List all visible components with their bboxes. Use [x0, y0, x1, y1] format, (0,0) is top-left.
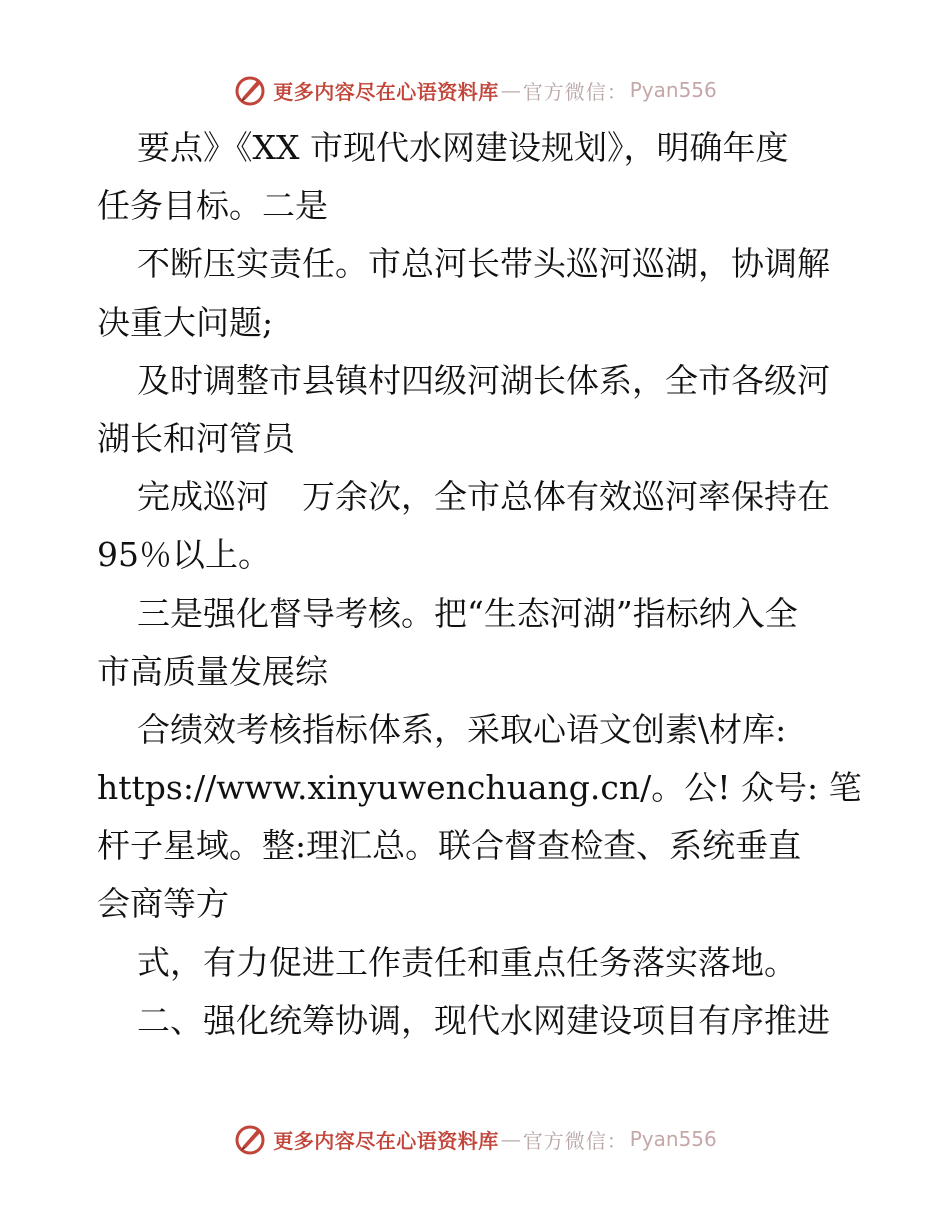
text-line: 要点》《XX 市现代水网建设规划》，明确年度 — [137, 128, 789, 167]
banner-official-label: 官方微信： — [522, 1128, 628, 1153]
text-line: 任务目标。二是 — [97, 186, 328, 226]
banner-wechat-id: Pyan556 — [629, 78, 717, 102]
text-line: 杆子星域。整:理汇总。联合督查检查、系统垂直 — [97, 826, 802, 866]
banner-dash: — — [500, 78, 521, 102]
text-line: https://www.xinyuwenchuang.cn/。公! 众号: 笔 — [97, 768, 862, 808]
quill-pen-logo-icon — [233, 1122, 267, 1156]
text-line: 湖长和河管员 — [97, 418, 295, 458]
banner-dash: — — [500, 1127, 521, 1151]
banner-official-label: 官方微信： — [522, 79, 628, 104]
text-line: 三是强化督导考核。把“生态河湖”指标纳入全 — [137, 593, 798, 633]
text-line: 及时调整市县镇村四级河湖长体系，全市各级河 — [137, 360, 830, 400]
text-line: 决重大问题; — [97, 302, 274, 342]
text-line: 完成巡河 万余次，全市总体有效巡河率保持在 — [137, 477, 830, 517]
banner-brand-text: 更多内容尽在心语资料库 — [273, 79, 499, 104]
text-line: 市高质量发展综 — [97, 651, 328, 691]
quill-pen-logo-icon — [233, 73, 267, 107]
footer-banner — [0, 1119, 950, 1159]
text-line: 不断压实责任。市总河长带头巡河巡湖，协调解 — [137, 244, 830, 284]
document-body — [97, 119, 877, 1050]
text-line: 二、强化统筹协调，现代水网建设项目有序推进 — [137, 1000, 830, 1040]
text-line: 会商等方 — [97, 884, 229, 924]
header-banner — [0, 70, 950, 110]
text-line: 式，有力促进工作责任和重点任务落实落地。 — [137, 942, 797, 982]
text-line: 合绩效考核指标体系，采取心语文创素\材库: — [137, 709, 787, 749]
banner-brand-text: 更多内容尽在心语资料库 — [273, 1128, 499, 1153]
text-line: 95％以上。 — [97, 535, 271, 575]
banner-wechat-id: Pyan556 — [629, 1127, 717, 1151]
